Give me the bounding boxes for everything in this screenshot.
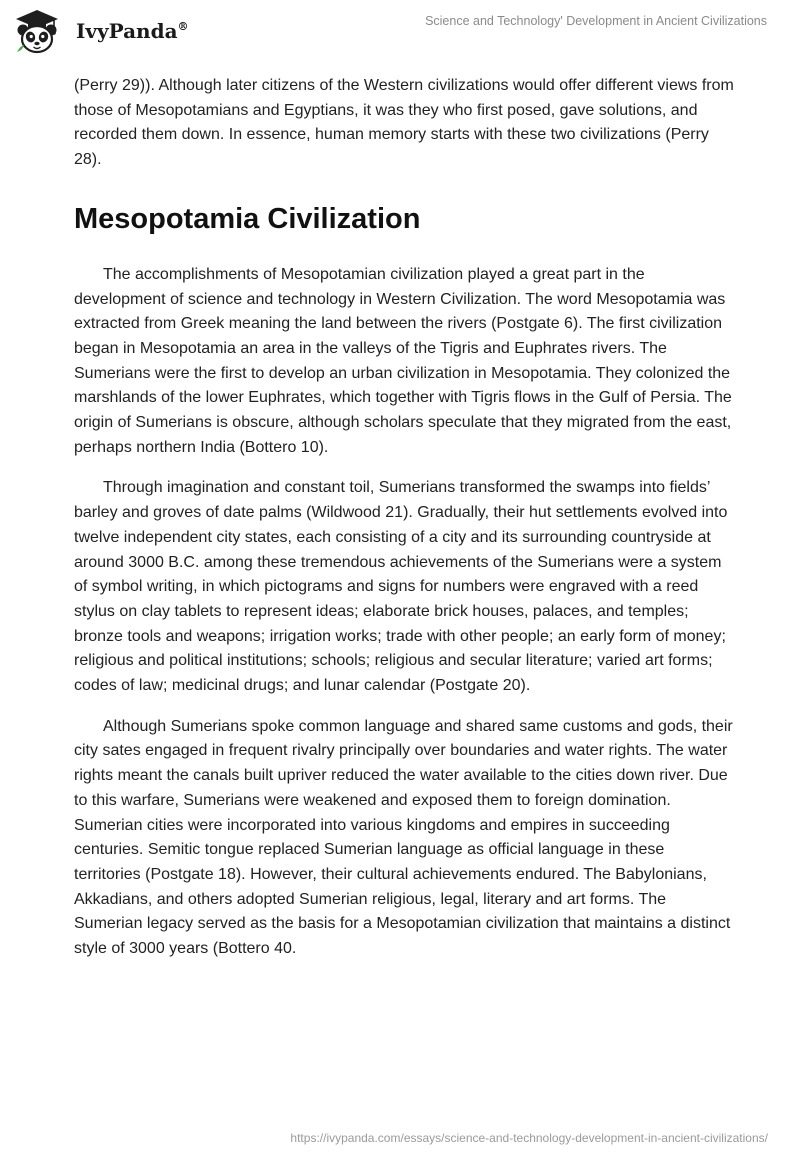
panda-graduation-cap-icon[interactable] — [14, 8, 60, 54]
page-header — [0, 0, 800, 64]
source-url[interactable]: https://ivypanda.com/essays/science-and-technology-development-in-ancient-civilizations/ — [290, 1131, 768, 1145]
registered-mark: ® — [177, 20, 189, 33]
body-paragraph: The accomplishments of Mesopotamian civilization played a great part in the development of science and technology in Western Civilization. The word Mesopotamia was extracted from Greek meaning the land between the rivers (Postgate 6). The first civilization began in Mesopotamia an area in the valleys of the Tigris and Euphrates rivers. The Sumerians were the first to develop an urban civilization in Mesopotamia. They colonized the marshlands of the lower Euphrates, which together with Tigris flows in the Gulf of Persia. The origin of Sumerians is obscure, although scholars speculate that they migrated from the east, perhaps northern India (Bottero 10). — [74, 265, 732, 456]
brand-logo-text[interactable] — [76, 19, 189, 43]
intro-paragraph: (Perry 29)). Although later citizens of the Western civilizations would offer different views from those of Mesopotamians and Egyptians, it was they who first posed, gave solutions, and recorded them down. In essence, human memory starts with these two civilizations (Perry 28). — [74, 77, 734, 169]
body-paragraph: Although Sumerians spoke common language and shared same customs and gods, their city sates engaged in frequent rivalry principally over boundaries and water rights. The water rights meant the canals built upriver reduced the water available to the cities down river. Due to this warfare, Sumerians were weakened and exposed them to foreign domination. Sumerian cities were incorporated into various kingdoms and empires in succeeding centuries. Semitic tongue replaced Sumerian language as official language in these territories (Postgate 18). However, their cultural achievements endured. The Babylonians, Akkadians, and others adopted Sumerian religious, legal, literary and art forms. The Sumerian legacy served as the basis for a Mesopotamian civilization that maintains a distinct style of 3000 years (Bottero 40. — [74, 717, 733, 958]
document-title: Science and Technology' Development in Ancient Civilizations — [425, 14, 767, 28]
body-paragraph: Through imagination and constant toil, Sumerians transformed the swamps into fields’ barley and groves of date palms (Wildwood 21). Gradually, their hut settlements evolved into twelve independent city states, each consisting of a city and its surrounding countryside at around 3000 B.C. among these tremendous achievements of the Sumerians were a system of symbol writing, in which pictograms and signs for numbers were engraved with a reed stylus on clay tablets to represent ideas; elaborate brick houses, palaces, and temples; bronze tools and weapons; irrigation works; trade with other people; an early form of money; religious and political institutions; schools; religious and secular literature; varied art forms; codes of law; medicinal drugs; and lunar calendar (Postgate 20). — [74, 479, 728, 695]
brand-name: IvyPanda — [76, 19, 178, 43]
section-heading: Mesopotamia Civilization — [74, 202, 421, 235]
article-body — [74, 74, 734, 962]
